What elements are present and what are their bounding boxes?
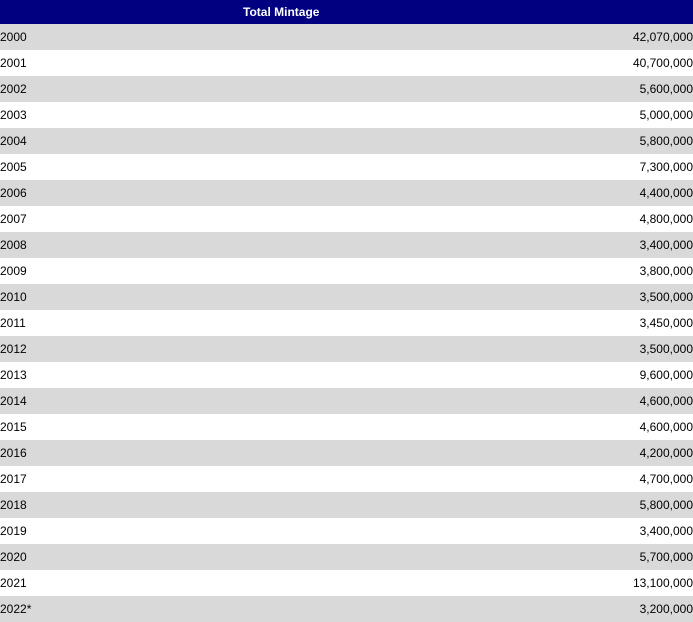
table-row [0,518,693,544]
table-row [0,440,693,466]
cell-mintage: 4,700,000 [243,466,693,492]
cell-mintage: 3,800,000 [243,258,693,284]
cell-mintage: 4,200,000 [243,440,693,466]
table-row [0,258,693,284]
cell-mintage: 4,600,000 [243,414,693,440]
table-header [0,0,693,24]
table-row [0,388,693,414]
table-row [0,544,693,570]
table-row [0,336,693,362]
cell-mintage: 3,400,000 [243,232,693,258]
table-row [0,154,693,180]
table-row [0,570,693,596]
cell-mintage: 5,600,000 [243,76,693,102]
cell-year: 2011 [0,310,243,336]
column-header-year [0,0,243,24]
table-row [0,50,693,76]
cell-mintage: 9,600,000 [243,362,693,388]
cell-year: 2007 [0,206,243,232]
cell-year: 2001 [0,50,243,76]
cell-year: 2013 [0,362,243,388]
cell-mintage: 4,600,000 [243,388,693,414]
table-row [0,180,693,206]
cell-year: 2017 [0,466,243,492]
table-row [0,232,693,258]
table-row [0,102,693,128]
cell-mintage: 4,400,000 [243,180,693,206]
table-row [0,596,693,622]
cell-mintage: 4,800,000 [243,206,693,232]
cell-year: 2020 [0,544,243,570]
table-row [0,76,693,102]
cell-year: 2021 [0,570,243,596]
cell-year: 2022* [0,596,243,622]
cell-mintage: 5,700,000 [243,544,693,570]
cell-mintage: 42,070,000 [243,24,693,50]
cell-mintage: 3,500,000 [243,336,693,362]
cell-year: 2012 [0,336,243,362]
cell-year: 2004 [0,128,243,154]
cell-year: 2009 [0,258,243,284]
table-body [0,24,693,622]
table-row [0,128,693,154]
cell-year: 2005 [0,154,243,180]
table-row [0,466,693,492]
table-row [0,414,693,440]
cell-year: 2014 [0,388,243,414]
cell-mintage: 3,400,000 [243,518,693,544]
column-header-total-mintage: Total Mintage [243,0,693,24]
cell-year: 2008 [0,232,243,258]
cell-year: 2010 [0,284,243,310]
cell-mintage: 5,800,000 [243,492,693,518]
cell-mintage: 3,450,000 [243,310,693,336]
cell-mintage: 5,800,000 [243,128,693,154]
cell-mintage: 13,100,000 [243,570,693,596]
cell-year: 2018 [0,492,243,518]
table-header-row [0,0,693,24]
table-row [0,284,693,310]
table-row [0,206,693,232]
cell-year: 2003 [0,102,243,128]
cell-year: 2002 [0,76,243,102]
cell-mintage: 7,300,000 [243,154,693,180]
cell-year: 2016 [0,440,243,466]
table-row [0,310,693,336]
table-row [0,362,693,388]
cell-mintage: 40,700,000 [243,50,693,76]
table-row [0,24,693,50]
cell-mintage: 3,200,000 [243,596,693,622]
cell-year: 2019 [0,518,243,544]
cell-mintage: 5,000,000 [243,102,693,128]
cell-year: 2000 [0,24,243,50]
cell-mintage: 3,500,000 [243,284,693,310]
table-row [0,492,693,518]
cell-year: 2006 [0,180,243,206]
cell-year: 2015 [0,414,243,440]
